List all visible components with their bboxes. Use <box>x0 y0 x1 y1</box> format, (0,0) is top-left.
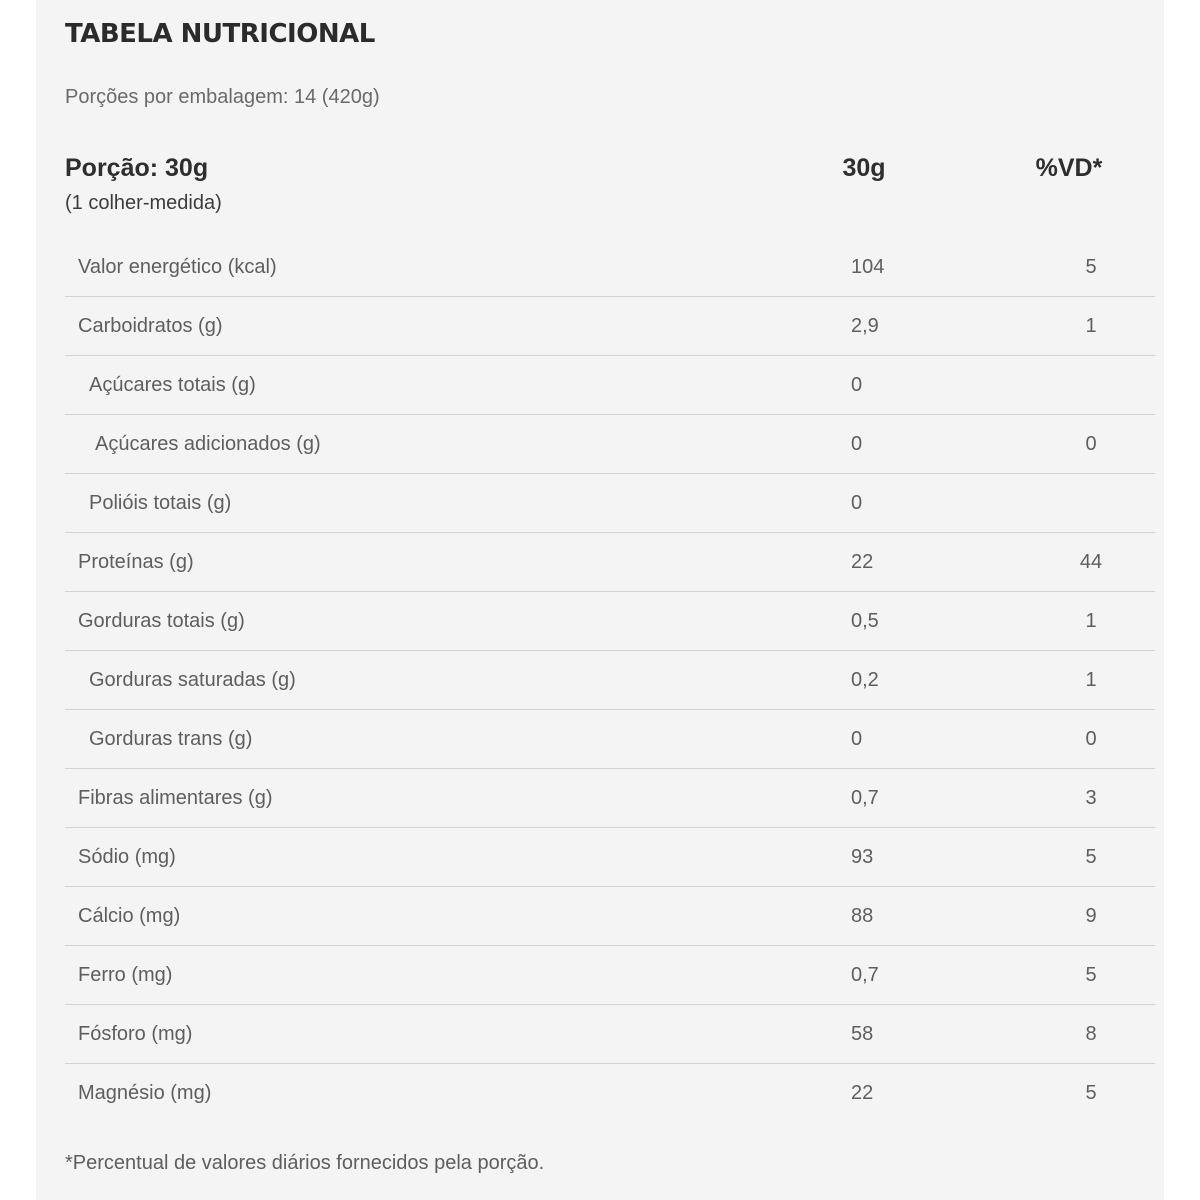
nutrient-label: Sódio (mg) <box>78 846 176 868</box>
nutrient-amount: 0,7 <box>851 964 879 986</box>
column-header-amount: 30g <box>842 154 886 182</box>
servings-per-package: Porções por embalagem: 14 (420g) <box>65 86 380 108</box>
table-row <box>65 533 1155 592</box>
nutrient-label: Gorduras trans (g) <box>89 728 253 750</box>
portion-label: Porção: 30g <box>65 154 209 182</box>
nutrient-label: Valor energético (kcal) <box>78 256 277 278</box>
nutrient-amount: 0,2 <box>851 669 879 691</box>
nutrient-amount: 104 <box>851 256 885 278</box>
nutrition-panel <box>36 0 1164 1200</box>
nutrient-dv: 1 <box>1085 315 1097 337</box>
nutrient-amount: 0 <box>851 728 863 750</box>
table-row <box>65 592 1155 651</box>
nutrient-label: Magnésio (mg) <box>78 1082 212 1104</box>
nutrient-dv: 8 <box>1085 1023 1097 1045</box>
nutrient-amount: 0 <box>851 492 863 514</box>
table-row <box>65 651 1155 710</box>
nutrient-dv: 44 <box>1079 551 1103 573</box>
table-row <box>65 769 1155 828</box>
nutrient-label: Gorduras saturadas (g) <box>89 669 296 691</box>
table-row <box>65 238 1155 297</box>
nutrient-dv: 5 <box>1085 964 1097 986</box>
nutrient-label: Gorduras totais (g) <box>78 610 245 632</box>
nutrient-amount: 88 <box>851 905 874 927</box>
table-row <box>65 1005 1155 1064</box>
table-row <box>65 887 1155 946</box>
nutrient-amount: 0,5 <box>851 610 879 632</box>
nutrient-amount: 0,7 <box>851 787 879 809</box>
nutrient-dv: 1 <box>1085 669 1097 691</box>
table-row <box>65 946 1155 1005</box>
nutrient-label: Açúcares totais (g) <box>89 374 256 396</box>
nutrient-label: Cálcio (mg) <box>78 905 181 927</box>
nutrient-dv: 5 <box>1085 846 1097 868</box>
table-row <box>65 356 1155 415</box>
nutrient-label: Proteínas (g) <box>78 551 194 573</box>
nutrient-dv: 5 <box>1085 256 1097 278</box>
table-row <box>65 828 1155 887</box>
nutrient-dv: 0 <box>1085 433 1097 455</box>
nutrient-label: Fósforo (mg) <box>78 1023 193 1045</box>
nutrient-dv: 9 <box>1085 905 1097 927</box>
nutrient-amount: 22 <box>851 551 874 573</box>
portion-note: (1 colher-medida) <box>65 192 222 214</box>
nutrition-table <box>65 238 1155 1122</box>
nutrient-amount: 0 <box>851 374 863 396</box>
nutrient-label: Polióis totais (g) <box>89 492 232 514</box>
nutrient-label: Fibras alimentares (g) <box>78 787 273 809</box>
nutrient-amount: 93 <box>851 846 874 868</box>
nutrient-label: Ferro (mg) <box>78 964 173 986</box>
column-header-dv: %VD* <box>1035 154 1103 182</box>
nutrient-amount: 22 <box>851 1082 874 1104</box>
table-row <box>65 710 1155 769</box>
nutrient-amount: 0 <box>851 433 863 455</box>
nutrient-amount: 2,9 <box>851 315 879 337</box>
nutrient-dv: 0 <box>1085 728 1097 750</box>
table-row <box>65 474 1155 533</box>
nutrient-dv: 1 <box>1085 610 1097 632</box>
nutrient-dv: 5 <box>1085 1082 1097 1104</box>
table-row <box>65 1064 1155 1122</box>
table-row <box>65 415 1155 474</box>
nutrient-label: Açúcares adicionados (g) <box>95 433 321 455</box>
footnote: *Percentual de valores diários fornecidos pela porção. <box>65 1152 545 1174</box>
nutrient-amount: 58 <box>851 1023 874 1045</box>
table-row <box>65 297 1155 356</box>
nutrient-dv: 3 <box>1085 787 1097 809</box>
nutrient-label: Carboidratos (g) <box>78 315 223 337</box>
page-title: TABELA NUTRICIONAL <box>65 19 375 49</box>
